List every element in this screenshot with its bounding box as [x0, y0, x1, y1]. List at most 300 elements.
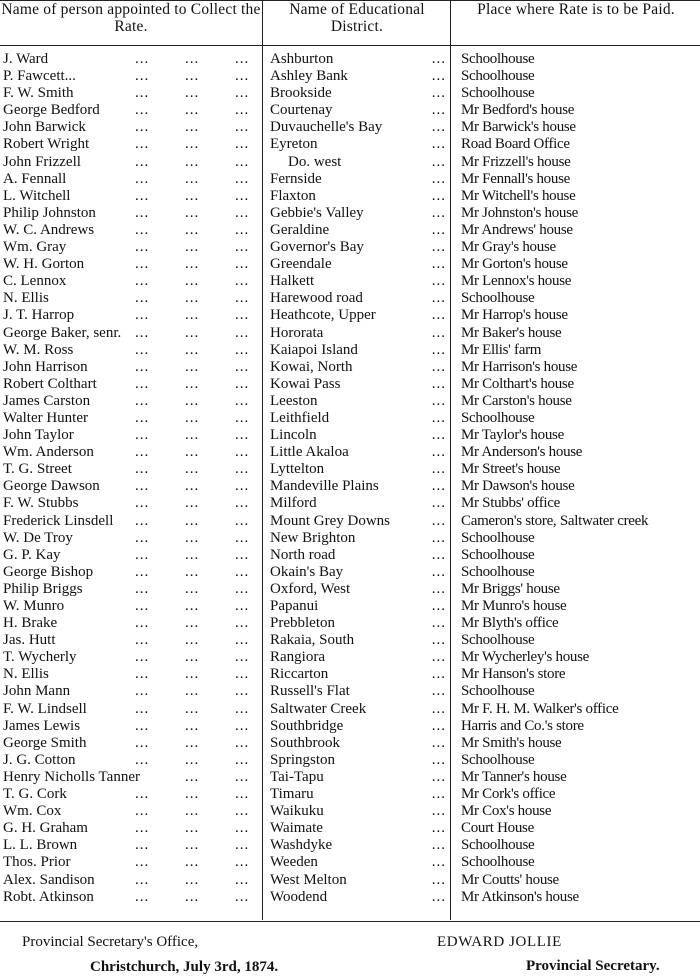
leader-dots: ... [431, 187, 446, 204]
collector-name [3, 581, 261, 598]
leader-dots: ... [185, 290, 200, 307]
leader-dots: ... [135, 85, 150, 102]
leader-dots: ... [135, 820, 150, 837]
payment-place: Schoolhouse [461, 854, 535, 871]
header-collector: Name of person appointed to Collect the Rate. [1, 1, 261, 35]
leader-dots: ... [235, 598, 250, 614]
leader-dots: ... [185, 119, 200, 136]
collector-name-text: James Lewis [3, 717, 81, 734]
collector-name-text: C. Lennox [3, 273, 67, 290]
educational-district [270, 837, 448, 854]
leader-dots: ... [235, 153, 250, 170]
table-row [0, 427, 700, 444]
payment-place: Schoolhouse [461, 546, 535, 563]
educational-district [270, 461, 448, 478]
educational-district [270, 615, 448, 632]
leader-dots: ... [235, 221, 250, 238]
educational-district [270, 820, 448, 837]
collector-name [3, 769, 261, 786]
payment-place: Mr Harrop's house [461, 307, 568, 324]
leader-dots: ... [135, 290, 150, 307]
collector-name-text: Wm. Cox [3, 803, 62, 820]
collector-name-text: Walter Hunter [3, 409, 89, 426]
collector-name [3, 530, 261, 547]
educational-district [270, 889, 448, 906]
leader-dots: ... [235, 85, 250, 102]
leader-dots: ... [135, 478, 150, 495]
leader-dots: ... [431, 392, 446, 409]
table-row [0, 530, 700, 547]
leader-dots: ... [431, 615, 446, 632]
collector-name-text: P. Fawcett... [3, 68, 76, 85]
leader-dots: ... [431, 563, 446, 580]
leader-dots: ... [431, 170, 446, 187]
leader-dots: ... [235, 649, 250, 666]
leader-dots: ... [135, 649, 150, 666]
leader-dots: ... [235, 187, 250, 204]
leader-dots: ... [235, 546, 250, 563]
educational-district [270, 786, 448, 803]
district-text: Lincoln [270, 427, 317, 444]
leader-dots: ... [185, 51, 200, 67]
collector-name-text: J. T. Harrop [3, 307, 75, 324]
collector-name-text: W. C. Andrews [3, 221, 95, 238]
leader-dots: ... [185, 170, 200, 187]
payment-place: Schoolhouse [461, 290, 535, 307]
table-row [0, 222, 700, 239]
collector-name-text: Wm. Gray [3, 239, 67, 256]
collector-name [3, 188, 261, 205]
leader-dots: ... [135, 427, 150, 444]
leader-dots: ... [135, 392, 150, 409]
payment-place: Mr Carston's house [461, 392, 572, 409]
leader-dots: ... [235, 580, 250, 597]
collector-name [3, 171, 261, 188]
payment-place: Mr Cork's office [461, 786, 556, 803]
leader-dots: ... [431, 375, 446, 392]
district-text: Fernside [270, 170, 322, 187]
leader-dots: ... [431, 786, 446, 803]
educational-district [270, 735, 448, 752]
collector-name-text: Robert Colthart [3, 375, 97, 392]
collector-name [3, 444, 261, 461]
collector-name [3, 325, 261, 342]
collector-name [3, 427, 261, 444]
payment-place: Schoolhouse [461, 68, 535, 85]
leader-dots: ... [431, 461, 446, 478]
leader-dots: ... [431, 51, 446, 67]
collector-name [3, 102, 261, 119]
leader-dots: ... [135, 102, 150, 119]
collector-name [3, 222, 261, 239]
leader-dots: ... [235, 119, 250, 136]
leader-dots: ... [135, 68, 150, 85]
leader-dots: ... [235, 444, 250, 461]
leader-dots: ... [235, 888, 250, 905]
table-row [0, 188, 700, 205]
district-text: Lyttelton [270, 461, 325, 478]
district-text: New Brighton [270, 529, 356, 546]
table-row [0, 273, 700, 290]
leader-dots: ... [235, 563, 250, 580]
bottom-rule [0, 921, 700, 922]
district-text: Washdyke [270, 837, 333, 854]
collector-name-text: T. G. Street [3, 461, 72, 478]
educational-district [270, 513, 448, 530]
table-row [0, 393, 700, 410]
district-text: Flaxton [270, 187, 316, 204]
district-text: Greendale [270, 256, 332, 273]
district-text: Kaiapoi Island [270, 341, 358, 358]
leader-dots: ... [185, 615, 200, 632]
collector-name-text: John Taylor [3, 427, 74, 444]
leader-dots: ... [185, 768, 200, 785]
collector-name-text: A. Fennall [3, 170, 67, 187]
leader-dots: ... [185, 256, 200, 273]
payment-place: Mr Barwick's house [461, 119, 576, 136]
collector-name [3, 376, 261, 393]
collector-name-text: George Bishop [3, 563, 94, 580]
collector-name-text: W. De Troy [3, 529, 73, 546]
leader-dots: ... [235, 615, 250, 632]
payment-place: Schoolhouse [461, 529, 535, 546]
leader-dots: ... [235, 683, 250, 700]
leader-dots: ... [431, 803, 446, 820]
leader-dots: ... [185, 273, 200, 290]
leader-dots: ... [135, 119, 150, 136]
educational-district [270, 581, 448, 598]
collector-name [3, 136, 261, 153]
leader-dots: ... [185, 478, 200, 495]
district-text: Little Akaloa [270, 444, 349, 461]
footer-place-date: Christchurch, July 3rd, 1874. [90, 959, 279, 975]
leader-dots: ... [431, 102, 446, 119]
collector-name-text: F. W. Smith [3, 85, 74, 102]
educational-district [270, 171, 448, 188]
leader-dots: ... [431, 717, 446, 734]
collector-name-text: Philip Johnston [3, 204, 96, 221]
leader-dots: ... [135, 734, 150, 751]
leader-dots: ... [235, 307, 250, 324]
collector-name-text: F. W. Lindsell [3, 700, 87, 717]
collector-name [3, 154, 261, 171]
payment-place: Mr Stubbs' office [461, 495, 560, 512]
payment-place: Mr Wycherley's house [461, 649, 589, 666]
table-row [0, 376, 700, 393]
collector-name-text: John Harrison [3, 358, 88, 375]
table-row [0, 325, 700, 342]
table-row [0, 854, 700, 871]
leader-dots: ... [235, 734, 250, 751]
leader-dots: ... [431, 683, 446, 700]
leader-dots: ... [185, 598, 200, 614]
educational-district [270, 649, 448, 666]
educational-district [270, 102, 448, 119]
leader-dots: ... [135, 495, 150, 512]
educational-district [270, 530, 448, 547]
payment-place: Mr Colthart's house [461, 375, 574, 392]
educational-district [270, 872, 448, 889]
leader-dots: ... [185, 221, 200, 238]
collector-name [3, 701, 261, 718]
table-row [0, 119, 700, 136]
table-row [0, 444, 700, 461]
payment-place: Harris and Co.'s store [461, 717, 584, 734]
district-text: Riccarton [270, 666, 329, 683]
header-place: Place where Rate is to be Paid. [477, 1, 675, 18]
leader-dots: ... [235, 786, 250, 803]
leader-dots: ... [235, 102, 250, 119]
leader-dots: ... [185, 751, 200, 768]
table-row [0, 136, 700, 153]
payment-place: Mr F. H. M. Walker's office [461, 700, 619, 717]
payment-place: Mr Ellis' farm [461, 341, 542, 358]
collector-name [3, 513, 261, 530]
collector-name-text: G. H. Graham [3, 820, 88, 837]
leader-dots: ... [431, 768, 446, 785]
table-row [0, 803, 700, 820]
leader-dots: ... [431, 324, 446, 341]
table-row [0, 683, 700, 700]
district-text: Kowai, North [270, 358, 353, 375]
table-row [0, 359, 700, 376]
leader-dots: ... [235, 871, 250, 888]
payment-place: Schoolhouse [461, 409, 535, 426]
header-rule [0, 45, 700, 46]
leader-dots: ... [431, 427, 446, 444]
leader-dots: ... [135, 717, 150, 734]
leader-dots: ... [135, 854, 150, 871]
educational-district [270, 752, 448, 769]
collector-name [3, 598, 261, 615]
collector-name-text: Alex. Sandison [3, 871, 95, 888]
leader-dots: ... [185, 461, 200, 478]
leader-dots: ... [185, 68, 200, 85]
leader-dots: ... [135, 358, 150, 375]
leader-dots: ... [135, 409, 150, 426]
payment-place: Schoolhouse [461, 563, 535, 580]
district-text: Courtenay [270, 102, 333, 119]
collector-name-text: John Frizzell [3, 153, 81, 170]
collector-name [3, 495, 261, 512]
leader-dots: ... [185, 136, 200, 153]
educational-district [270, 342, 448, 359]
collector-name [3, 889, 261, 906]
payment-place: Schoolhouse [461, 85, 535, 102]
collector-name [3, 119, 261, 136]
leader-dots: ... [235, 461, 250, 478]
table-row [0, 581, 700, 598]
educational-district [270, 547, 448, 564]
leader-dots: ... [185, 854, 200, 871]
district-text: Papanui [270, 598, 319, 614]
educational-district [270, 683, 448, 700]
leader-dots: ... [135, 751, 150, 768]
table-row [0, 205, 700, 222]
district-text: Rangiora [270, 649, 325, 666]
leader-dots: ... [135, 871, 150, 888]
educational-district [270, 410, 448, 427]
district-text: Woodend [270, 888, 328, 905]
payment-place: Mr Street's house [461, 461, 561, 478]
collector-name [3, 649, 261, 666]
collector-name [3, 342, 261, 359]
header-district: Name of Educational District. [289, 1, 425, 35]
district-text: Hororata [270, 324, 324, 341]
collector-name [3, 872, 261, 889]
educational-district [270, 256, 448, 273]
collector-name [3, 205, 261, 222]
leader-dots: ... [135, 580, 150, 597]
district-text: Springston [270, 751, 336, 768]
payment-place: Mr Fennall's house [461, 170, 570, 187]
leader-dots: ... [135, 153, 150, 170]
collector-name-text: G. P. Kay [3, 546, 61, 563]
collector-name [3, 683, 261, 700]
table-row [0, 718, 700, 735]
leader-dots: ... [135, 837, 150, 854]
collector-name [3, 752, 261, 769]
collector-name-text: Henry Nicholls Tanner [3, 768, 140, 785]
leader-dots: ... [235, 768, 250, 785]
table-row [0, 615, 700, 632]
leader-dots: ... [185, 837, 200, 854]
district-text: Ashburton [270, 51, 334, 67]
district-text: Southbrook [270, 734, 341, 751]
leader-dots: ... [431, 221, 446, 238]
leader-dots: ... [185, 102, 200, 119]
leader-dots: ... [185, 529, 200, 546]
collector-name-text: N. Ellis [3, 290, 49, 307]
payment-place: Mr Munro's house [461, 598, 567, 614]
payment-place: Cameron's store, Saltwater creek [461, 512, 649, 529]
leader-dots: ... [235, 512, 250, 529]
collector-name [3, 718, 261, 735]
table-row [0, 735, 700, 752]
leader-dots: ... [185, 187, 200, 204]
collector-name-text: Robt. Atkinson [3, 888, 94, 905]
collector-name-text: George Bedford [3, 102, 100, 119]
leader-dots: ... [235, 273, 250, 290]
leader-dots: ... [431, 290, 446, 307]
leader-dots: ... [431, 854, 446, 871]
collector-name [3, 735, 261, 752]
collector-name-text: N. Ellis [3, 666, 49, 683]
educational-district [270, 205, 448, 222]
educational-district [270, 564, 448, 581]
leader-dots: ... [431, 700, 446, 717]
leader-dots: ... [235, 324, 250, 341]
table-row [0, 478, 700, 495]
leader-dots: ... [235, 478, 250, 495]
payment-place: Mr Witchell's house [461, 187, 576, 204]
educational-district [270, 136, 448, 153]
leader-dots: ... [185, 444, 200, 461]
educational-district [270, 222, 448, 239]
leader-dots: ... [431, 649, 446, 666]
leader-dots: ... [135, 341, 150, 358]
collector-name [3, 393, 261, 410]
table-row [0, 632, 700, 649]
educational-district [270, 119, 448, 136]
collector-name [3, 256, 261, 273]
leader-dots: ... [135, 529, 150, 546]
collector-name-text: Jas. Hutt [3, 632, 56, 649]
payment-place: Mr Atkinson's house [461, 888, 579, 905]
district-text: Waimate [270, 820, 323, 837]
district-text: Duvauchelle's Bay [270, 119, 383, 136]
table-row [0, 307, 700, 324]
collector-name [3, 837, 261, 854]
leader-dots: ... [431, 546, 446, 563]
payment-place: Mr Hanson's store [461, 666, 566, 683]
payment-place: Mr Cox's house [461, 803, 552, 820]
leader-dots: ... [135, 700, 150, 717]
table-row [0, 889, 700, 906]
table-row [0, 872, 700, 889]
leader-dots: ... [235, 495, 250, 512]
leader-dots: ... [431, 734, 446, 751]
leader-dots: ... [235, 717, 250, 734]
collector-name [3, 666, 261, 683]
leader-dots: ... [135, 461, 150, 478]
leader-dots: ... [135, 187, 150, 204]
district-text: Weeden [270, 854, 318, 871]
leader-dots: ... [235, 392, 250, 409]
leader-dots: ... [185, 392, 200, 409]
leader-dots: ... [135, 221, 150, 238]
leader-dots: ... [135, 632, 150, 649]
leader-dots: ... [135, 888, 150, 905]
collector-name [3, 290, 261, 307]
collector-name [3, 68, 261, 85]
leader-dots: ... [135, 273, 150, 290]
collector-name [3, 307, 261, 324]
district-text: Tai-Tapu [270, 768, 324, 785]
leader-dots: ... [185, 427, 200, 444]
collector-name-text: Thos. Prior [3, 854, 71, 871]
payment-place: Court House [461, 820, 534, 837]
leader-dots: ... [431, 888, 446, 905]
leader-dots: ... [185, 85, 200, 102]
district-text: Prebbleton [270, 615, 335, 632]
educational-district [270, 393, 448, 410]
leader-dots: ... [135, 51, 150, 67]
leader-dots: ... [431, 837, 446, 854]
district-text: Timaru [270, 786, 314, 803]
district-text: Halkett [270, 273, 315, 290]
payment-place: Mr Baker's house [461, 324, 562, 341]
leader-dots: ... [235, 632, 250, 649]
payment-place: Mr Smith's house [461, 734, 562, 751]
leader-dots: ... [135, 683, 150, 700]
district-text: Milford [270, 495, 317, 512]
leader-dots: ... [185, 683, 200, 700]
leader-dots: ... [235, 375, 250, 392]
leader-dots: ... [135, 803, 150, 820]
payment-place: Schoolhouse [461, 51, 535, 67]
district-text: Leithfield [270, 409, 330, 426]
collector-name-text: T. Wycherly [3, 649, 77, 666]
leader-dots: ... [185, 375, 200, 392]
collector-name-text: L. Witchell [3, 187, 71, 204]
district-text: Geraldine [270, 221, 330, 238]
leader-dots: ... [235, 68, 250, 85]
leader-dots: ... [431, 598, 446, 614]
leader-dots: ... [235, 409, 250, 426]
leader-dots: ... [431, 478, 446, 495]
collector-name-text: George Smith [3, 734, 87, 751]
